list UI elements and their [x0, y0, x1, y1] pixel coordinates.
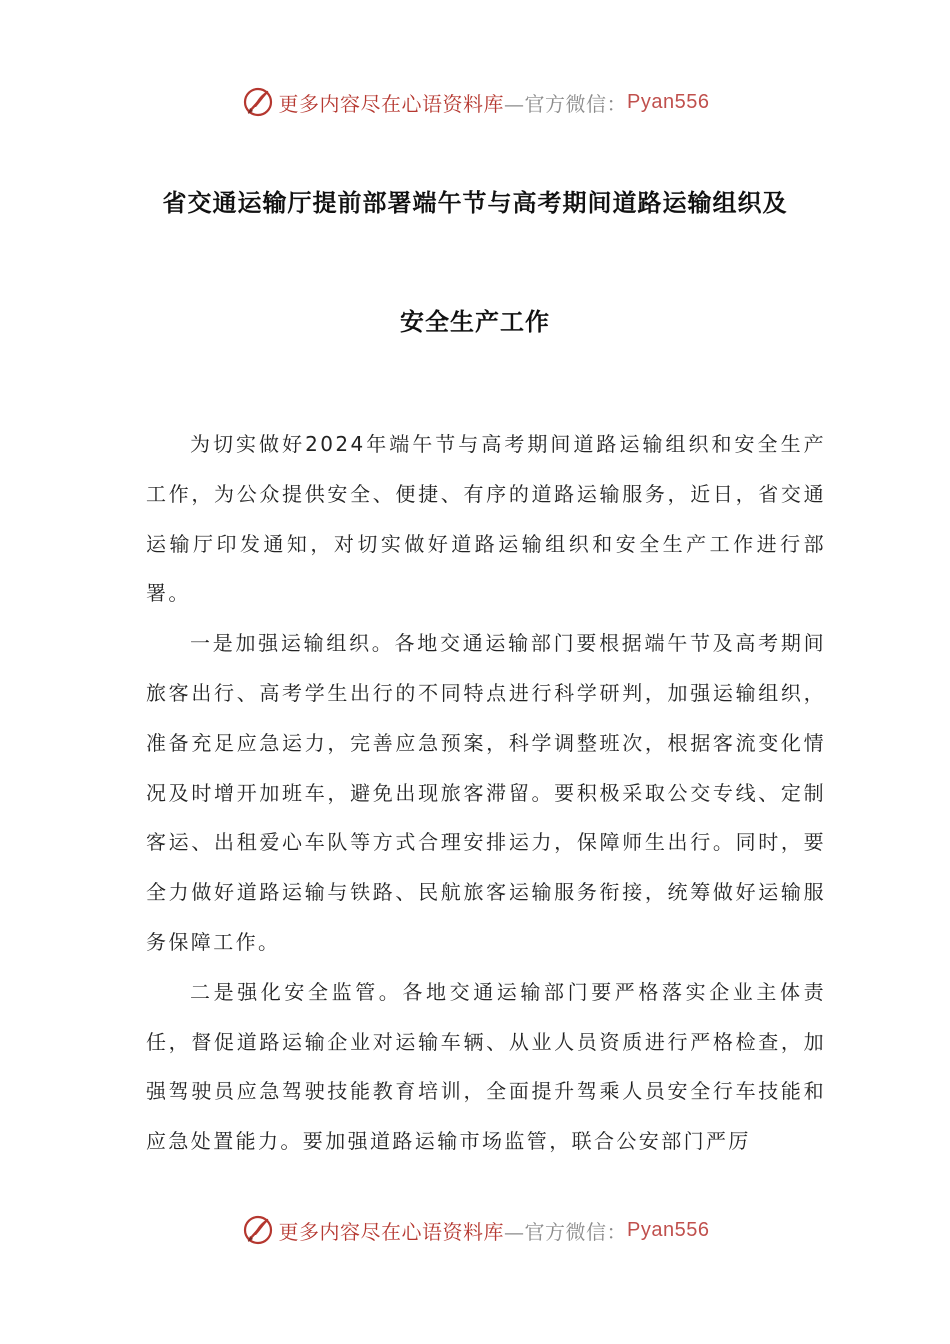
brand-text: 更多内容尽在心语资料库 — [278, 91, 505, 116]
wechat-id: Pyan556 — [627, 90, 710, 113]
watermark-text — [279, 88, 710, 117]
watermark-text — [279, 1216, 710, 1245]
document-body — [146, 420, 826, 1167]
paragraph-safety-supervision: 二是强化安全监管。各地交通运输部门要严格落实企业主体责任，督促道路运输企业对运输车辆、从业人员资质进行严格检查，加强驾驶员应急驾驶技能教育培训，全面提升驾乘人员安全行车技能和应急处置能力。要加强道路运输市场监管，联合公安部门严厉 — [146, 979, 826, 1154]
document-title-line-2: 安全生产工作 — [400, 308, 550, 336]
paragraph-transport-organization: 一是加强运输组织。各地交通运输部门要根据端午节及高考期间旅客出行、高考学生出行的不同特点进行科学研判，加强运输组织，准备充足应急运力，完善应急预案，科学调整班次，根据客流变化情况及时增开加班车，避免出现旅客滞留。要积极采取公交专线、定制客运、出租爱心车队等方式合理安排运力，保障师生出行。同时，要全力做好道路运输与铁路、民航旅客运输服务衔接，统筹做好运输服务保障工作。 — [146, 631, 826, 954]
official-wechat-label: —官方微信： — [504, 91, 628, 116]
feather-pen-logo-icon — [241, 1213, 275, 1247]
wechat-id: Pyan556 — [627, 1218, 710, 1241]
official-wechat-label: —官方微信： — [504, 1219, 628, 1244]
paragraph-intro: 为切实做好2024年端午节与高考期间道路运输组织和安全生产工作，为公众提供安全、便捷、有序的道路运输服务，近日，省交通运输厅印发通知，对切实做好道路运输组织和安全生产工作进行部署。 — [146, 432, 826, 606]
footer-watermark-banner — [0, 1210, 950, 1250]
brand-text: 更多内容尽在心语资料库 — [278, 1219, 505, 1244]
document-title-line-1: 省交通运输厅提前部署端午节与高考期间道路运输组织及 — [162, 189, 788, 217]
feather-pen-logo-icon — [241, 85, 275, 119]
header-watermark-banner — [0, 82, 950, 122]
